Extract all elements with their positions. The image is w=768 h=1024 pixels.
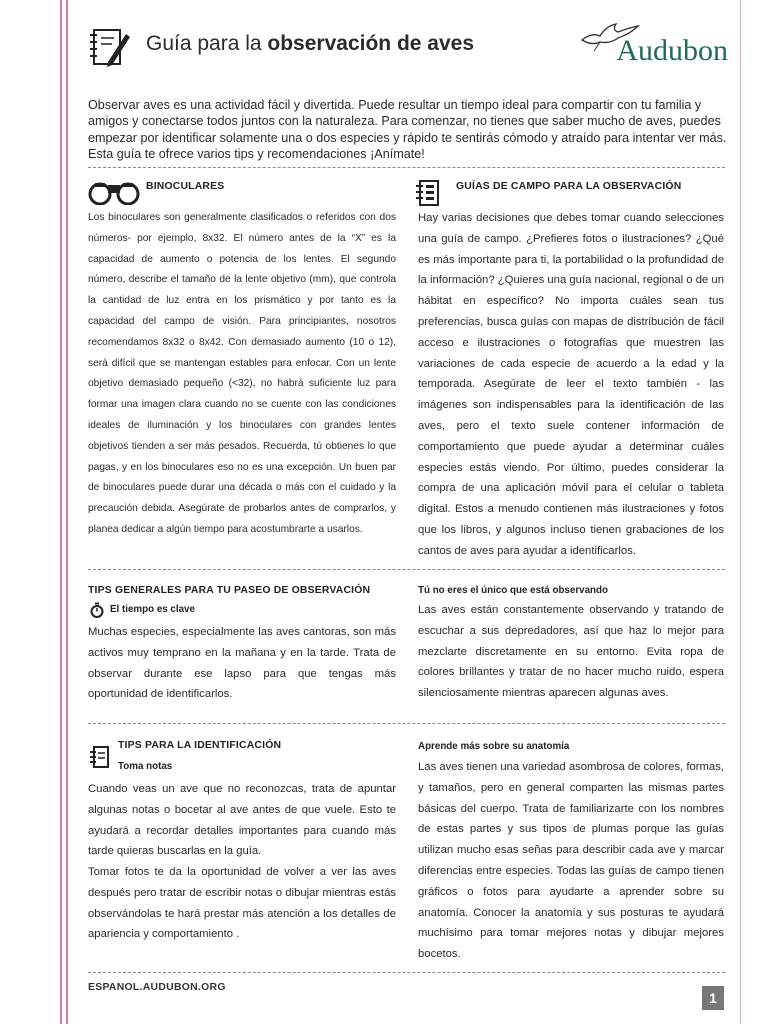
intro-paragraph: Observar aves es una actividad fácil y divertida. Puede resultar un tiempo ideal para compartir con tu familia y amigos y conectarse todos juntos con la naturaleza. Para comenzar, no tienes que saber mucho de aves, puedes empezar por identificar solamente una o dos especies y rápido te sentirás cómodo y atraído para intentar ver más. Esta guía te ofrece varios tips y recomendaciones ¡Anímate! [88, 98, 727, 161]
binoculars-body: Los binoculares son generalmente clasificados o referidos con dos números- por ejemplo, 8x32. El número antes de la “X” es la capacidad de aumento o potencia de los lentes. El segundo número, describe el tamaño de la lente objetivo (mm), que controla la cantidad de luz entra en los prismático y por tanto es la capacidad del campo de visión. Para principiantes, nosotros recomendamos 8x32 o 8x42. Con demasiado aumento (10 o 12), será difícil que se mantengan estables para enfocar. Con un lente objetivo demasiado pequeño (<32), no habrá suficiente luz para formar una imagen clara cuando no se cuente con las condiciones ideales de iluminación y los binoculares con grandes lentes objetivos tienden a ser más pesados. Recuerda, tú obtienes lo que pagas, y en los binoculares eso no es una excepción. Un buen par de binoculares puede durar una década o más con el cuidado y la precaución debida. Asegúrate de probarlos antes de comprarlos, y planea dedicar a algún tiempo para acostumbrarte a usarlos. [88, 212, 396, 535]
identification-body-1: Cuando veas un ave que no reconozcas, trata de apuntar algunas notas o bocetar al ave antes de que vuele. Esto te ayudará a recordar detalles importantes para cuando más tarde quieras buscarlas en la guía. [88, 783, 396, 858]
identification-body-2: Tomar fotos te da la oportunidad de volver a ver las aves después pero tratar de escribir notas o dibujar mientras estás observándolas te hará prestar más atención a los detalles de apariencia y comportamiento . [88, 866, 396, 941]
field-guides-title: GUÍAS DE CAMPO PARA LA OBSERVACIÓN [456, 181, 682, 192]
page-number: 1 [702, 986, 724, 1010]
anatomy-body: Las aves tienen una variedad asombrosa de colores, formas, y tamaños, pero en general comparten las mismas partes básicas del cuerpo. Trata de familiarizarte con los nombres de estas partes y sus tipos de plumas porque las guías utilizan mucho esas señas para describir cada ave y marcar diferencias entre especies. Todas las guías de campo tienen gráficos o fotos para ayudarte a aprender sobre su anatomía. Conocer la anatomía y sus posturas te ayudará muchísimo para tomar mejores notas y dibujar mejores bocetos. [418, 761, 724, 961]
identification-title: TIPS PARA LA IDENTIFICACIÓN [118, 740, 282, 751]
stopwatch-icon [89, 602, 105, 618]
not-alone-title: Tú no eres el único que está observando [418, 585, 608, 596]
general-tips-subtitle: El tiempo es clave [110, 604, 195, 615]
field-guides-body: Hay varias decisiones que debes tomar cuando selecciones una guía de campo. ¿Prefieres fotos o ilustraciones? ¿Qué es más importante para ti, la portabilidad o la profundidad de la información? ¿Quieres una guía nacional, regional o de un hábitat en específico? No importa cuáles sean tus preferencias, busca guías con mapas de distribución de fácil acceso e ilustraciones o fotografías que muestren las variaciones de cada especie de acuerdo a la edad y la temporada. Asegúrate de leer el texto también - las imágenes son indispensables para la identificación de las aves, pero el texto suele contener información de comportamiento que puede ayudar a determinar cuáles especies estás viendo. Por último, puedes considerar la compra de una aplicación móvil para el celular o tableta digital. Estos a menudo contienen más ilustraciones y fotos que los libros, y algunos incluso tienen grabaciones de los cantos de aves para ayudar a identificarlos. [418, 212, 724, 557]
field-guide-icon [414, 179, 442, 207]
footer-divider [88, 972, 725, 973]
page-title-bold: observación de aves [267, 32, 475, 55]
notebook-pencil-icon [88, 24, 132, 70]
identification-subtitle: Toma notas [118, 761, 173, 772]
footer-url[interactable]: ESPANOL.AUDUBON.ORG [88, 982, 226, 993]
binoculars-title: BINOCULARES [146, 181, 225, 192]
margin-line-right [740, 0, 741, 1024]
section-divider [88, 167, 725, 168]
not-alone-body: Las aves están constantemente observando y tratando de escuchar a sus depredadores, así que haz lo mejor para mezclarte discretamente en su entorno. Evita ropa de colores brillantes y tratar de no hacer mucho ruido, espera silenciosamente mientras aparecen algunas aves. [418, 604, 724, 700]
general-tips-body: Muchas especies, especialmente las aves cantoras, son más activos muy temprano en la mañana y en la tarde. Trata de observar durante ese lapso para que tengas más oportunidad de identificarlos. [88, 626, 396, 701]
page-title [146, 32, 474, 56]
section-divider [88, 723, 725, 724]
anatomy-title: Aprende más sobre su anatomía [418, 741, 570, 752]
margin-line [60, 0, 62, 1024]
binoculars-icon [88, 181, 140, 205]
page-header [88, 22, 728, 78]
section-divider [88, 569, 725, 570]
general-tips-title: TIPS GENERALES PARA TU PASEO DE OBSERVACIÓN [88, 585, 371, 596]
audubon-logo [578, 22, 728, 70]
notes-icon [89, 745, 113, 769]
margin-line [66, 0, 68, 1024]
logo-text: Audubon [616, 34, 728, 67]
page-title-prefix: Guía para la [146, 32, 268, 55]
